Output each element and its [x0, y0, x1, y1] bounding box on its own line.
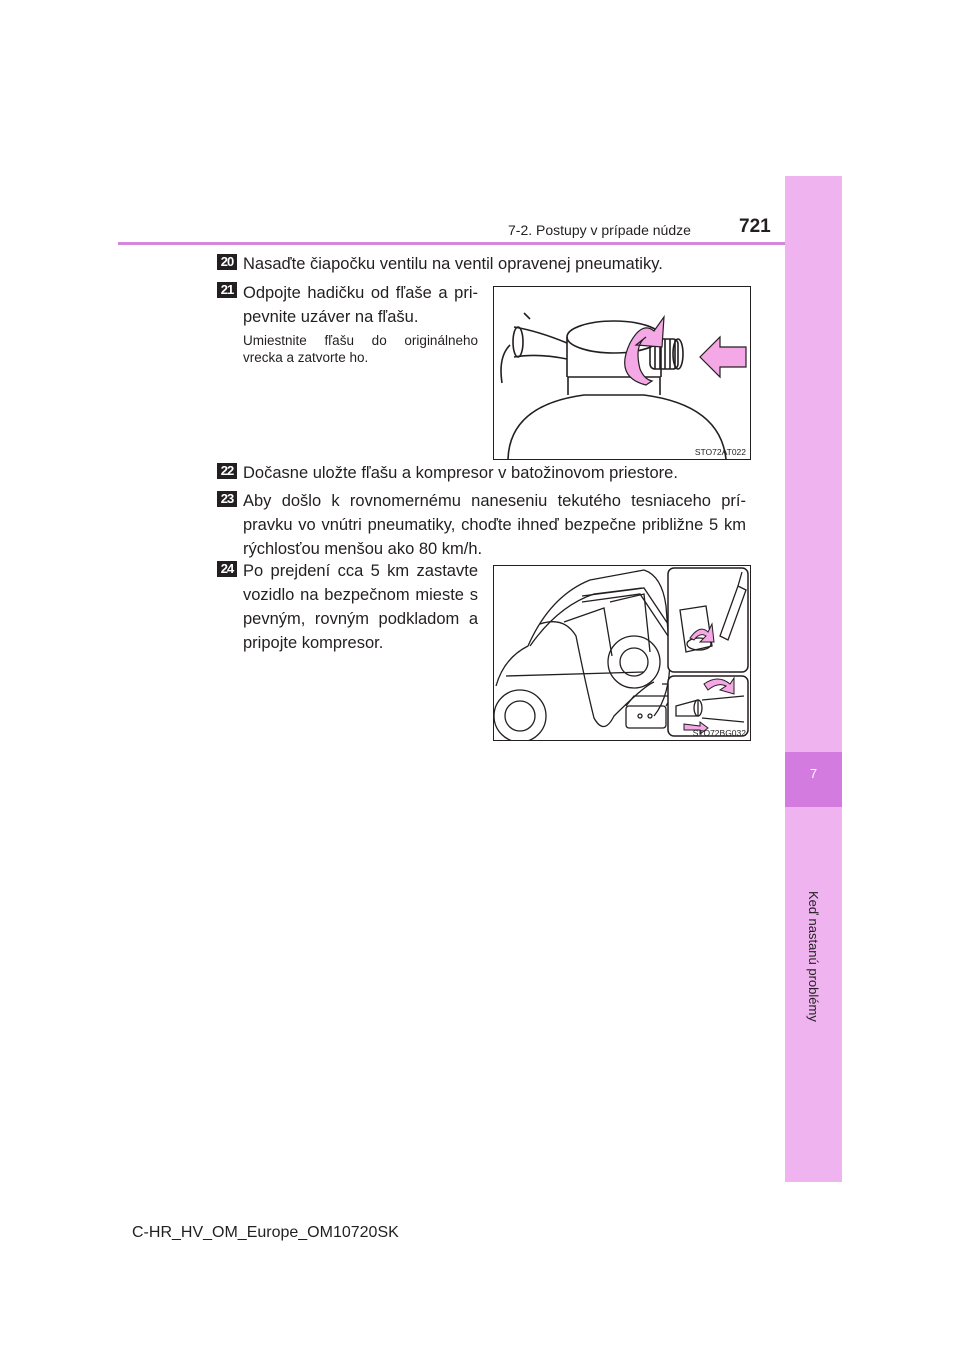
car-compressor-illustration	[493, 565, 751, 741]
step-number-badge: 20	[217, 254, 237, 270]
step-note: Umiestnite fľašu do originálneho vrecka a zatvorte ho.	[243, 333, 478, 365]
step-number-badge: 21	[217, 282, 237, 298]
step-text: Dočasne uložte fľašu a kompresor v batožinovom priestore.	[243, 464, 678, 482]
bottle-cap-illustration	[493, 286, 751, 460]
push-arrow-icon	[700, 337, 746, 377]
figure-code: STO72BG032	[692, 728, 746, 738]
step-number-badge: 23	[217, 491, 237, 507]
step-number-badge: 24	[217, 561, 237, 577]
chapter-title: Keď nastanú problémy	[806, 891, 821, 1022]
section-title: 7-2. Postupy v prípade núdze	[508, 222, 691, 238]
bottle-cap-drawing	[494, 287, 750, 459]
document-id: C-HR_HV_OM_Europe_OM10720SK	[132, 1224, 399, 1241]
car-compressor-drawing	[494, 566, 750, 740]
step-text: Odpojte hadičku od fľaše a pri-pevnite uzáver na fľašu.	[243, 284, 478, 326]
header-rule	[118, 242, 785, 245]
rotate-arrow-icon	[625, 317, 664, 385]
chapter-number: 7	[809, 766, 818, 781]
step-text: Nasaďte čiapočku ventilu na ventil opravenej pneumatiky.	[243, 255, 663, 273]
step-number-badge: 22	[217, 463, 237, 479]
figure-code: STO72AT022	[694, 447, 746, 457]
page-number: 721	[739, 216, 771, 237]
step-text: Aby došlo k rovnomernému naneseniu tekutého tesniaceho prí-pravku vo vnútri pneumatiky, choďte ihneď bezpečne približne 5 km rýchlosťou menšou ako 80 km/h.	[243, 492, 746, 558]
chapter-side-tab	[785, 176, 842, 1182]
step-text: Po prejdení cca 5 km zastavte vozidlo na bezpečnom mieste s pevným, rovným podkladom a pripojte kompresor.	[243, 562, 478, 652]
